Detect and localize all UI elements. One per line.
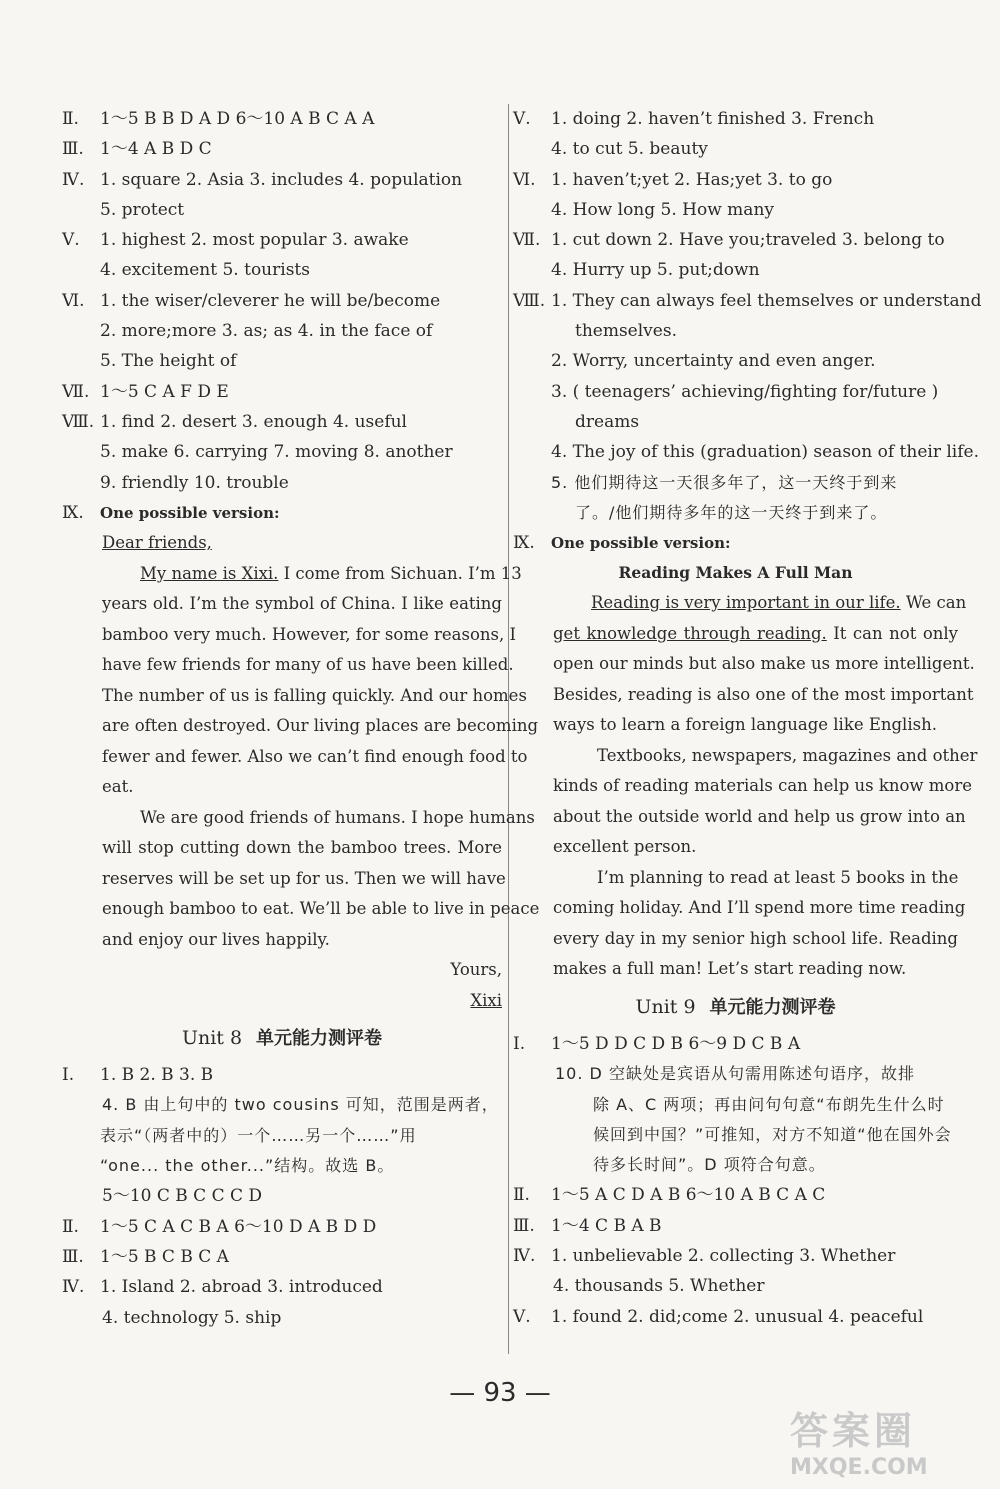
answer-text: 1. square 2. Asia 3. includes 4. population [100, 169, 463, 190]
answer-text: 候回到中国？”可推知，对方不知道“他在国外会 [593, 1124, 952, 1144]
answer-line [513, 528, 958, 558]
answer-text: 4. Hurry up 5. put;down [551, 260, 760, 281]
answer-line [62, 104, 502, 134]
essay-line: fewer and fewer. Also we can’t find enough food to [102, 746, 528, 766]
answer-text: 1～5 B C B C A [100, 1246, 229, 1267]
unit-title: 单元能力测评卷 [256, 1028, 383, 1050]
section-number: Ⅴ. [513, 109, 531, 129]
essay-line: about the outside world and help us grow into an [553, 806, 966, 826]
answer-text: 1. found 2. did;come 2. unusual 4. peaceful [551, 1306, 924, 1327]
unit-label: Unit 8 [181, 1027, 243, 1050]
answer-line [513, 1211, 958, 1241]
answer-line [513, 346, 958, 376]
essay-line: enough bamboo to eat. We’ll be able to live in peace [102, 899, 540, 919]
essay-line [513, 588, 967, 619]
essay-line: makes a full man! Let’s start reading now. [553, 959, 907, 979]
underlined-sentence: get knowledge through reading. [553, 623, 827, 643]
answer-text: 4. technology 5. ship [102, 1307, 282, 1328]
answer-line [513, 1180, 958, 1210]
section-number: Ⅳ. [62, 1277, 85, 1298]
section-number: Ⅲ. [513, 1215, 535, 1236]
answer-text: 4. B 由上句中的 two cousins 可知，范围是两者， [102, 1095, 499, 1115]
essay-line: excellent person. [553, 837, 697, 857]
answer-line [513, 1090, 958, 1120]
section-number: Ⅲ. [62, 1246, 84, 1267]
answer-text: 待多长时间”。D 项符合句意。 [593, 1155, 826, 1175]
answer-line [513, 1059, 958, 1089]
answer-line [62, 468, 502, 498]
section-number: Ⅱ. [62, 1216, 79, 1237]
answer-text: 4. How long 5. How many [551, 199, 774, 220]
answer-text: 4. excitement 5. tourists [100, 260, 310, 281]
answer-line [513, 468, 958, 498]
essay-line: ways to learn a foreign language like English. [553, 715, 937, 735]
answer-text: 1. They can always feel themselves or understand [551, 290, 982, 311]
essay-line: kinds of reading materials can help us know more [553, 776, 973, 796]
section-number: Ⅵ. [513, 169, 536, 190]
section-number: Ⅷ. [62, 411, 95, 432]
section-number: Ⅳ. [62, 169, 85, 190]
answer-line [62, 1151, 502, 1181]
answer-line [62, 407, 502, 437]
section-number: Ⅴ. [62, 230, 80, 251]
essay-signature [62, 986, 502, 1017]
answer-text: 4. to cut 5. beauty [551, 139, 708, 160]
answer-line [62, 316, 502, 346]
answer-line [513, 1302, 958, 1332]
right-column [513, 104, 982, 1332]
answer-text: 3. ( teenagers’ achieving/fighting for/future ) [551, 381, 939, 402]
answer-text: 1. unbelievable 2. collecting 3. Whether [551, 1246, 896, 1267]
answer-line [513, 316, 958, 346]
answer-line [62, 1060, 502, 1090]
answer-text: 2. more;more 3. as; as 4. in the face of [100, 321, 433, 342]
essay-closing: Yours, [450, 960, 502, 980]
answer-line [513, 286, 982, 316]
answer-text: 1. haven’t;yet 2. Has;yet 3. to go [551, 169, 833, 190]
answer-text: 1. highest 2. most popular 3. awake [100, 230, 409, 251]
version-label: One possible version: [100, 503, 280, 522]
answer-line [62, 1090, 502, 1120]
answer-text: 10. D 空缺处是宾语从句需用陈述句语序，故排 [555, 1064, 915, 1084]
answer-text: 1. B 2. B 3. B [100, 1065, 214, 1086]
section-number: Ⅵ. [62, 290, 85, 311]
answer-line [62, 1212, 502, 1242]
essay-greeting [62, 528, 502, 559]
answer-line [513, 165, 958, 195]
watermark-text: 答案圈 [790, 1409, 917, 1453]
unit-heading [62, 1016, 502, 1060]
answer-line [62, 286, 502, 316]
section-number: Ⅲ. [62, 139, 84, 160]
section-number: Ⅶ. [62, 381, 90, 402]
answer-text: 表示“（两者中的）一个……另一个……”用 [100, 1125, 417, 1145]
unit-heading [513, 985, 958, 1029]
answer-text: themselves. [575, 321, 677, 342]
answer-text: 5. protect [100, 199, 185, 220]
answer-line [513, 134, 958, 164]
essay-line: have few friends for many of us have been killed. [102, 655, 514, 675]
answer-text: 9. friendly 10. trouble [100, 472, 289, 493]
section-number: Ⅰ. [513, 1033, 526, 1054]
answer-line [513, 1120, 958, 1150]
answer-text: 5. 他们期待这一天很多年了，这一天终于到来 [551, 472, 898, 492]
answer-text: 2. Worry, uncertainty and even anger. [551, 351, 876, 372]
version-label: One possible version: [551, 534, 731, 553]
essay-line: open our minds but also make us more intelligent. [553, 654, 975, 674]
answer-line [62, 1242, 502, 1272]
section-number: Ⅱ. [62, 109, 79, 129]
answer-line [513, 498, 958, 528]
signature-text: Xixi [470, 990, 502, 1010]
answer-line [62, 1303, 502, 1333]
answer-line [62, 225, 502, 255]
essay-line: will stop cutting down the bamboo trees. More [102, 838, 502, 858]
section-number: Ⅴ. [513, 1306, 531, 1327]
answer-line [62, 134, 502, 164]
essay-line: I’m planning to read at least 5 books in the [597, 867, 959, 887]
answer-line [62, 255, 502, 285]
answer-line [513, 195, 958, 225]
greeting-text: Dear friends, [102, 533, 212, 553]
essay-line: We are good friends of humans. I hope humans [140, 807, 535, 827]
essay-text: It can not only [826, 623, 959, 643]
section-number: Ⅱ. [513, 1185, 530, 1206]
essay-line [62, 559, 522, 590]
essay-line: coming holiday. And I’ll spend more time reading [553, 898, 966, 918]
answer-line [513, 255, 958, 285]
essay-line: years old. I’m the symbol of China. I like eating [102, 594, 502, 614]
answer-line [513, 1029, 958, 1059]
section-number: Ⅶ. [513, 230, 541, 251]
unit-label: Unit 9 [635, 995, 696, 1018]
answer-text: dreams [575, 411, 640, 432]
answer-text: 了。/他们期待多年的这一天终于到来了。 [575, 502, 888, 522]
watermark-logo [790, 1400, 990, 1480]
essay-text: We can [900, 593, 967, 613]
unit-title: 单元能力测评卷 [709, 996, 836, 1018]
answer-text: 5～10 C B C C C D [102, 1186, 263, 1207]
answer-text: “one... the other...”结构。故选 B。 [100, 1156, 395, 1176]
section-number: Ⅳ. [513, 1246, 536, 1267]
answer-line [62, 377, 502, 407]
answer-line [513, 1241, 958, 1271]
section-number: Ⅷ. [513, 290, 546, 311]
answer-text: 1. Island 2. abroad 3. introduced [100, 1277, 383, 1298]
underlined-sentence: Reading is very important in our life. [591, 593, 901, 613]
section-number: Ⅸ. [513, 533, 535, 554]
answer-text: 4. The joy of this (graduation) season of their life. [551, 442, 979, 463]
essay-line: every day in my senior high school life. Reading [553, 928, 958, 948]
essay-line: are often destroyed. Our living places are becoming [102, 716, 539, 736]
answer-line [513, 377, 958, 407]
answer-text: 5. The height of [100, 351, 237, 372]
answer-text: 1. the wiser/cleverer he will be/become [100, 290, 441, 311]
essay-text: I come from Sichuan. I’m 13 [278, 563, 522, 583]
answer-text: 1～5 D D C D B 6～9 D C B A [551, 1033, 801, 1054]
answer-text: 1～5 B B D A D 6～10 A B C A A [100, 109, 375, 129]
answer-text: 4. thousands 5. Whether [553, 1276, 765, 1297]
page-number: — 93 — [449, 1378, 551, 1408]
essay-line: Besides, reading is also one of the most important [553, 684, 974, 704]
left-column [62, 104, 540, 1333]
answer-line [513, 407, 958, 437]
essay-line: Textbooks, newspapers, magazines and other [597, 745, 978, 765]
answer-line [513, 437, 979, 467]
essay-line [513, 619, 958, 650]
answer-line [62, 1181, 502, 1211]
answer-line [62, 437, 502, 467]
answer-text: 1. doing 2. haven’t finished 3. French [551, 109, 875, 129]
answer-line [62, 195, 502, 225]
watermark-url: MXQE.COM [790, 1455, 928, 1480]
answer-text: 除 A、C 两项；再由问句句意“布朗先生什么时 [593, 1094, 945, 1114]
essay-line: and enjoy our lives happily. [102, 929, 330, 949]
answer-text: 1～5 C A F D E [100, 381, 229, 402]
answer-text: 5. make 6. carrying 7. moving 8. another [100, 442, 453, 463]
answer-line [62, 498, 502, 528]
underlined-sentence: My name is Xixi. [140, 563, 279, 583]
answer-line [62, 165, 502, 195]
essay-line: reserves will be set up for us. Then we will have [102, 868, 506, 888]
answer-text: 1～4 C B A B [551, 1215, 662, 1236]
answer-line [513, 1271, 958, 1301]
answer-line [62, 1121, 502, 1151]
section-number: Ⅰ. [62, 1065, 75, 1086]
answer-line [62, 1272, 502, 1302]
answer-text: 1～5 A C D A B 6～10 A B C A C [551, 1185, 826, 1206]
essay-line: The number of us is falling quickly. And our homes [102, 685, 527, 705]
answer-text: 1. find 2. desert 3. enough 4. useful [100, 411, 407, 432]
essay-line: eat. [102, 777, 134, 797]
essay-title: Reading Makes A Full Man [618, 563, 853, 583]
answer-line [513, 225, 958, 255]
answer-line [513, 104, 958, 134]
section-number: Ⅸ. [62, 502, 84, 523]
answer-text: 1. cut down 2. Have you;traveled 3. belong to [551, 230, 945, 251]
answer-line [62, 346, 502, 376]
answer-line [513, 1150, 958, 1180]
answer-text: 1～4 A B D C [100, 139, 212, 160]
answer-text: 1～5 C A C B A 6～10 D A B D D [100, 1216, 377, 1237]
essay-line: bamboo very much. However, for some reasons, I [102, 624, 516, 644]
